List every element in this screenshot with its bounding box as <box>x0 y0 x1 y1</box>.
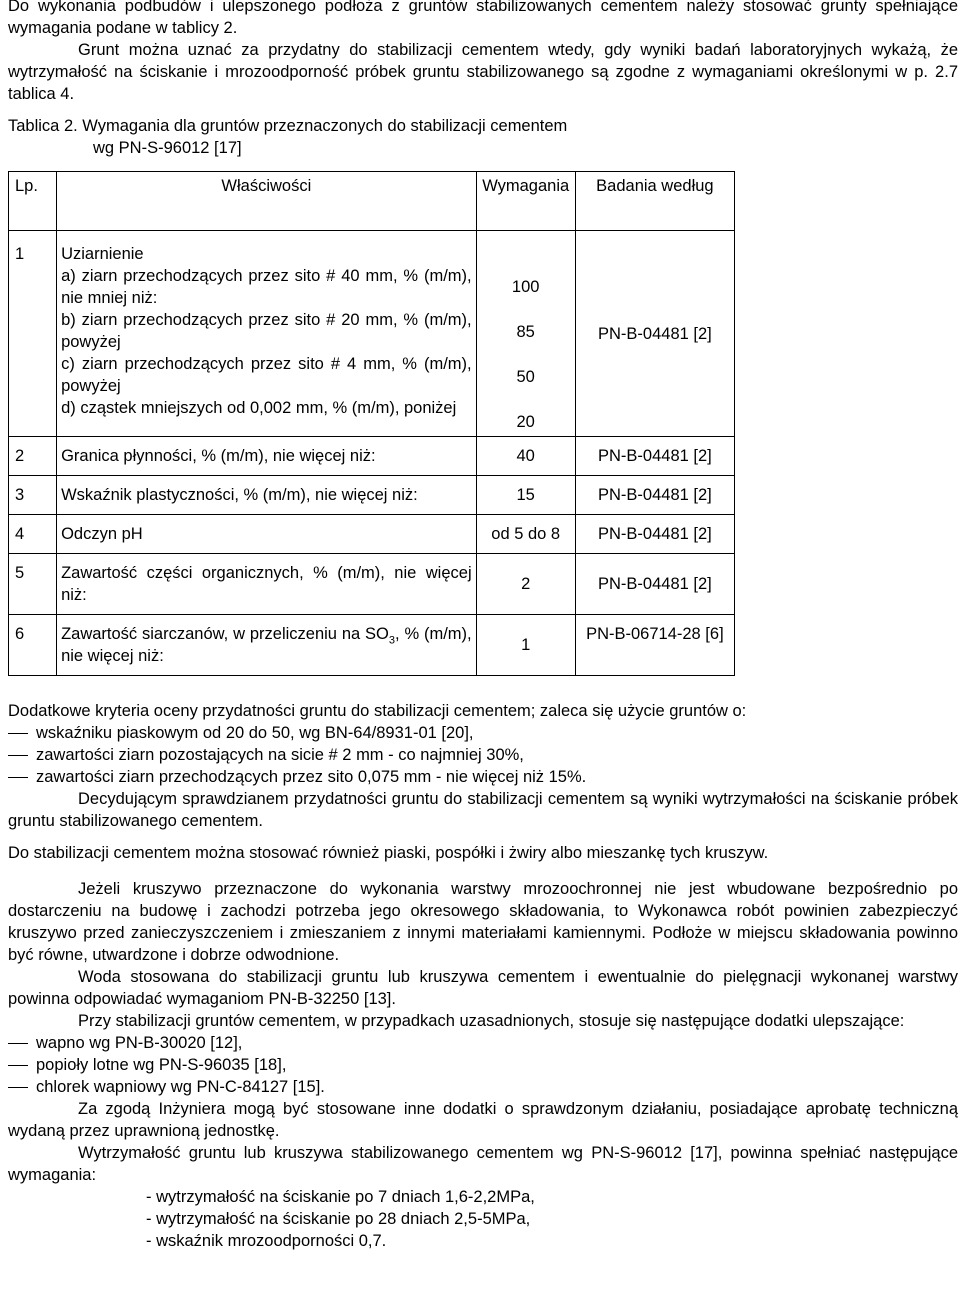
sulfate-text-end: , % (m/m), nie więcej niż: <box>61 625 472 665</box>
row-properties: Granica płynności, % (m/m), nie więcej niż: <box>57 437 477 476</box>
table-caption-standard: wg PN-S-96012 [17] <box>93 139 242 157</box>
row-number: 5 <box>9 554 57 615</box>
list-item: zawartości ziarn przechodzących przez sito 0,075 mm - nie więcej niż 15%. <box>8 766 958 788</box>
extra-criteria-intro: Dodatkowe kryteria oceny przydatności gruntu do stabilizacji cementem; zaleca się użycie gruntów o: <box>8 702 747 720</box>
table-row <box>9 231 735 437</box>
table-row <box>9 615 735 676</box>
list-item: chlorek wapniowy wg PN-C-84127 [15]. <box>8 1076 958 1098</box>
row-test-standard: PN-B-04481 [2] <box>575 476 734 515</box>
row-number: 2 <box>9 437 57 476</box>
additives-list <box>8 1032 958 1098</box>
header-lp: Lp. <box>9 172 57 231</box>
list-item: wapno wg PN-B-30020 [12], <box>8 1032 958 1054</box>
row-number: 1 <box>9 231 57 437</box>
row-number: 3 <box>9 476 57 515</box>
header-properties: Właściwości <box>57 172 477 231</box>
row-requirements: 1 <box>476 615 575 676</box>
grading-title: Uziarnienie <box>61 245 144 263</box>
list-item: - wytrzymałość na ściskanie po 28 dniach 2,5-5MPa, <box>146 1210 531 1228</box>
list-item: - wskaźnik mrozoodporności 0,7. <box>146 1232 387 1250</box>
grading-item-b: b) ziarn przechodzących przez sito # 20 mm, % (m/m), powyżej <box>61 311 472 351</box>
extra-criteria-list <box>8 722 958 788</box>
storage-paragraph: Jeżeli kruszywo przeznaczone do wykonania warstwy mrozoochronnej nie jest wbudowane bezpośrednio po dostarczeniu na budowę i zachodzi potrzeba jego okresowego składowania, to Wykonawca robót powinien zabezpieczyć kruszywo przed zanieczyszczeniem i zmieszaniem z innymi materiałami kamiennymi. Podłoże w miejscu składowania powinno być równe, utwardzone i dobrze odwodnione. <box>8 880 958 964</box>
table-header-row <box>9 172 735 231</box>
decisive-paragraph: Decydującym sprawdzianem przydatności gruntu do stabilizacji cementem są wyniki wytrzymałości na ściskanie próbek gruntu stabilizowanego cementem. <box>8 790 958 830</box>
row-test-standard: PN-B-06714-28 [6] <box>575 615 734 676</box>
row-test-standard: PN-B-04481 [2] <box>575 437 734 476</box>
header-tests: Badania według <box>575 172 734 231</box>
intro-paragraph-2: Grunt można uznać za przydatny do stabilizacji cementem wtedy, gdy wyniki badań laboratoryjnych wykażą, że wytrzymałość na ściskanie i mrozoodporność próbek gruntu stabilizowanego są zgodne z wymaganiami określonymi w p. 2.7 tablica 4. <box>8 41 958 103</box>
row-number: 6 <box>9 615 57 676</box>
value-b: 85 <box>516 323 535 341</box>
intro-paragraph-1: Do wykonania podbudów i ulepszonego podłoża z gruntów stabilizowanych cementem należy stosować grunty spełniające wymagania podane w tablicy 2. <box>8 0 958 37</box>
row-requirements: 40 <box>476 437 575 476</box>
row-properties: Zawartość części organicznych, % (m/m), nie więcej niż: <box>57 554 477 615</box>
row-properties <box>57 615 477 676</box>
water-paragraph: Woda stosowana do stabilizacji gruntu lub kruszywa cementem i ewentualnie do pielęgnacji wykonanej warstwy powinna odpowiadać wymaganiom PN-B-32250 [13]. <box>8 968 958 1008</box>
grading-item-a: a) ziarn przechodzących przez sito # 40 mm, % (m/m), nie mniej niż: <box>61 267 472 307</box>
sulfate-text: Zawartość siarczanów, w przeliczeniu na SO <box>61 625 389 643</box>
list-item: zawartości ziarn pozostających na sicie # 2 mm - co najmniej 30%, <box>8 744 958 766</box>
list-item: wskaźniku piaskowym od 20 do 50, wg BN-64/8931-01 [20], <box>8 722 958 744</box>
row-properties <box>57 231 477 437</box>
document-page <box>8 0 958 1252</box>
requirements-table <box>8 171 735 676</box>
header-requirements: Wymagania <box>476 172 575 231</box>
row-properties: Odczyn pH <box>57 515 477 554</box>
grading-item-c: c) ziarn przechodzących przez sito # 4 mm, % (m/m), powyżej <box>61 355 472 395</box>
row-number: 4 <box>9 515 57 554</box>
list-item: popioły lotne wg PN-S-96035 [18], <box>8 1054 958 1076</box>
table-row <box>9 554 735 615</box>
additives-paragraph: Przy stabilizacji gruntów cementem, w przypadkach uzasadnionych, stosuje się następujące dodatki ulepszające: <box>78 1012 905 1030</box>
row-requirements: 2 <box>476 554 575 615</box>
value-a: 100 <box>511 278 540 296</box>
table-row <box>9 437 735 476</box>
value-c: 50 <box>516 368 535 386</box>
value-d: 20 <box>516 413 535 431</box>
row-test-standard: PN-B-04481 [2] <box>575 515 734 554</box>
sulfate-subscript: 3 <box>388 634 396 647</box>
table-row <box>9 476 735 515</box>
grading-item-d: d) cząstek mniejszych od 0,002 mm, % (m/m), poniżej <box>61 399 457 417</box>
strength-requirements <box>8 1186 958 1252</box>
table-row <box>9 515 735 554</box>
list-item: - wytrzymałość na ściskanie po 7 dniach 1,6-2,2MPa, <box>146 1188 535 1206</box>
table-caption: Tablica 2. Wymagania dla gruntów przeznaczonych do stabilizacji cementem <box>8 117 568 135</box>
row-test-standard: PN-B-04481 [2] <box>575 554 734 615</box>
strength-paragraph: Wytrzymałość gruntu lub kruszywa stabilizowanego cementem wg PN-S-96012 [17], powinna spełniać następujące wymagania: <box>8 1144 958 1184</box>
row-properties: Wskaźnik plastyczności, % (m/m), nie więcej niż: <box>57 476 477 515</box>
row-test-standard: PN-B-04481 [2] <box>575 231 734 437</box>
engineer-paragraph: Za zgodą Inżyniera mogą być stosowane inne dodatki o sprawdzonym działaniu, posiadające aprobatę techniczną wydaną przez uprawnioną jednostkę. <box>8 1100 958 1140</box>
row-requirements: od 5 do 8 <box>476 515 575 554</box>
also-paragraph: Do stabilizacji cementem można stosować również piaski, pospółki i żwiry albo mieszankę tych kruszyw. <box>8 844 769 862</box>
row-requirements: 15 <box>476 476 575 515</box>
row-requirements <box>476 231 575 437</box>
